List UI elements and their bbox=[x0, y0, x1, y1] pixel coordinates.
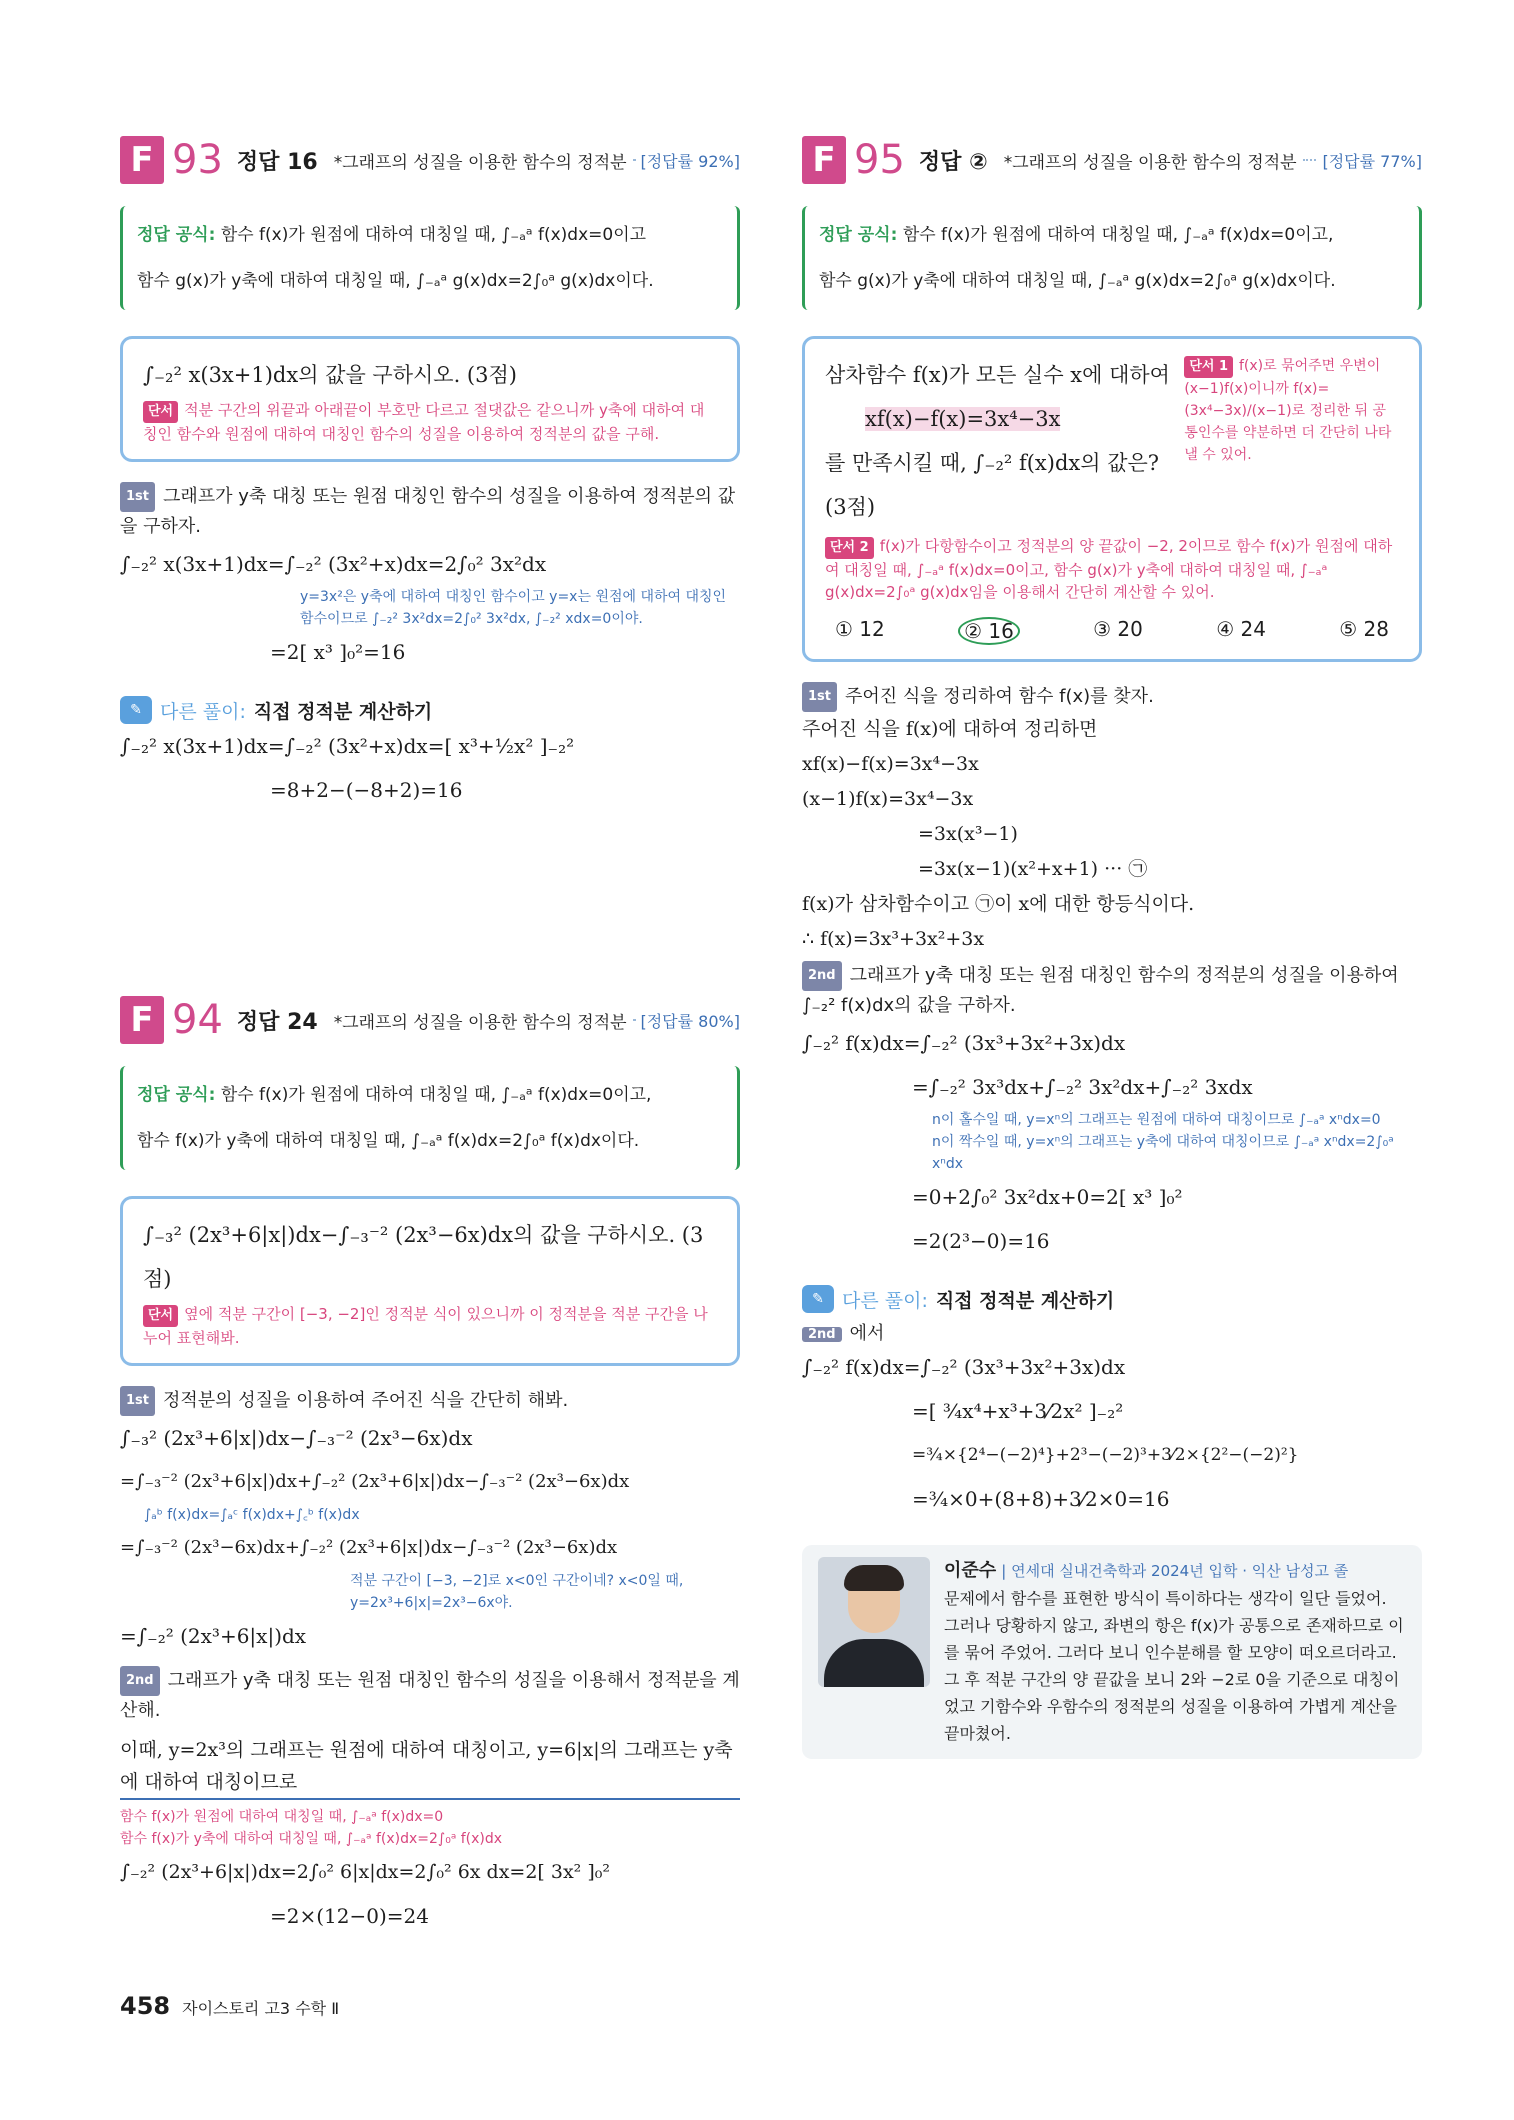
page-footer bbox=[120, 1992, 339, 2020]
solution-line: 주어진 식을 f(x)에 대하여 정리하면 bbox=[802, 718, 1098, 740]
problem-equation: xf(x)−f(x)=3x⁴−3x bbox=[865, 407, 1061, 431]
solution-line: (x−1)f(x)=3x⁴−3x bbox=[802, 788, 974, 810]
explanation-text: 이때, y=2x³의 그래프는 원점에 대하여 대칭이고, y=6|x|의 그래프는 y축에 대하여 대칭이므로 bbox=[120, 1734, 740, 1800]
equation: =¾×{2⁴−(−2)⁴}+2³−(−2)³+3⁄2×{2²−(−2)²} bbox=[912, 1445, 1299, 1465]
answer-label: 정답 24 bbox=[236, 1009, 318, 1035]
avatar bbox=[818, 1557, 930, 1687]
step-1 bbox=[802, 682, 1422, 712]
formula-line-1: 함수 f(x)가 원점에 대하여 대칭일 때, ∫₋ₐᵃ f(x)dx=0이고, bbox=[220, 1085, 652, 1105]
alt-title: 직접 정적분 계산하기 bbox=[935, 1289, 1115, 1312]
problem-95-header bbox=[802, 132, 1422, 188]
equation: ∫₋₂² f(x)dx=∫₋₂² (3x³+3x²+3x)dx bbox=[802, 1355, 1126, 1379]
equation: ∫₋₂² (2x³+6|x|)dx=2∫₀² 6|x|dx=2∫₀² 6x dx=2[ 3x² ]₀² bbox=[120, 1861, 610, 1883]
step-text: 정적분의 성질을 이용하여 주어진 식을 간단히 해봐. bbox=[163, 1390, 569, 1411]
formula-keyword: 정답 공식: bbox=[137, 1085, 216, 1105]
problem-number: 95 bbox=[854, 137, 905, 183]
side-note: 적분 구간이 [−3, −2]로 x<0인 구간이네? x<0일 때, y=2x³+6|x|=2x³−6x야. bbox=[350, 1573, 684, 1611]
answer-choices bbox=[825, 617, 1399, 645]
page-number: 458 bbox=[120, 1992, 171, 2020]
equation: =∫₋₂² 3x³dx+∫₋₂² 3x²dx+∫₋₂² 3xdx bbox=[912, 1075, 1253, 1099]
formula-line-2: 함수 g(x)가 y축에 대하여 대칭일 때, ∫₋ₐᵃ g(x)dx=2∫₀ᵃ g(x)dx이다. bbox=[819, 271, 1336, 291]
alt-solution-header bbox=[120, 696, 740, 724]
step-text: 그래프가 y축 대칭 또는 원점 대칭인 함수의 정적분의 성질을 이용하여 ∫₋₂² f(x)dx의 값을 구하자. bbox=[802, 965, 1399, 1016]
topic-label: *그래프의 성질을 이용한 함수의 정적분 bbox=[333, 1012, 627, 1033]
problem-box bbox=[120, 336, 740, 462]
equation: =[ ¾x⁴+x³+3⁄2x² ]₋₂² bbox=[912, 1399, 1124, 1423]
step-tag: 1st bbox=[802, 682, 837, 712]
formula-box bbox=[120, 206, 740, 310]
alt-label: 다른 풀이: bbox=[842, 1289, 928, 1312]
alt-from-text: 에서 bbox=[849, 1323, 885, 1344]
equation: ∫₋₃² (2x³+6|x|)dx−∫₋₃⁻² (2x³−6x)dx bbox=[120, 1426, 473, 1450]
solution-line: =3x(x³−1) bbox=[918, 823, 1018, 845]
accuracy-rate: [정답률 92%] bbox=[640, 151, 740, 171]
equation: =2×(12−0)=24 bbox=[270, 1904, 429, 1928]
choice-4[interactable]: ④ 24 bbox=[1216, 617, 1266, 641]
step-2 bbox=[802, 961, 1422, 1021]
hint-text: f(x)로 묶어주면 우변이 (x−1)f(x)이니까 f(x)=(3x⁴−3x)/(x−1)로 정리한 뒤 공통인수를 약분하면 더 간단히 나타낼 수 있어. bbox=[1184, 358, 1392, 463]
side-note: 함수 f(x)가 원점에 대하여 대칭일 때, ∫₋ₐᵃ f(x)dx=0 bbox=[120, 1809, 444, 1825]
side-note: n이 짝수일 때, y=xⁿ의 그래프는 y축에 대하여 대칭이므로 ∫₋ₐᵃ xⁿdx=2∫₀ᵃ xⁿdx bbox=[932, 1134, 1394, 1172]
problem-box bbox=[802, 336, 1422, 662]
side-note: n이 홀수일 때, y=xⁿ의 그래프는 원점에 대하여 대칭이므로 ∫₋ₐᵃ xⁿdx=0 bbox=[932, 1112, 1381, 1128]
step-1 bbox=[120, 482, 740, 542]
problem-text: 를 만족시킬 때, ∫₋₂² f(x)dx의 값은? (3점) bbox=[825, 451, 1160, 519]
hint-tag: 단서 bbox=[143, 1305, 178, 1327]
equation: =∫₋₃⁻² (2x³+6|x|)dx+∫₋₂² (2x³+6|x|)dx−∫₋₃⁻² (2x³−6x)dx bbox=[120, 1471, 630, 1492]
equation: ∫₋₂² f(x)dx=∫₋₂² (3x³+3x²+3x)dx bbox=[802, 1031, 1126, 1055]
formula-line-2: 함수 g(x)가 y축에 대하여 대칭일 때, ∫₋ₐᵃ g(x)dx=2∫₀ᵃ g(x)dx이다. bbox=[137, 271, 654, 291]
f-badge: F bbox=[802, 136, 846, 184]
topic-label: *그래프의 성질을 이용한 함수의 정적분 bbox=[1003, 152, 1297, 173]
equation: ∫₋₂² x(3x+1)dx=∫₋₂² (3x²+x)dx=2∫₀² 3x²dx bbox=[120, 552, 547, 576]
problem-box bbox=[120, 1196, 740, 1366]
equation: =∫₋₃⁻² (2x³−6x)dx+∫₋₂² (2x³+6|x|)dx−∫₋₃⁻² (2x³−6x)dx bbox=[120, 1537, 618, 1558]
problem-text: 삼차함수 f(x)가 모든 실수 x에 대하여 bbox=[825, 363, 1170, 387]
problem-text: ∫₋₃² (2x³+6|x|)dx−∫₋₃⁻² (2x³−6x)dx의 값을 구하시오. (3점) bbox=[143, 1223, 704, 1291]
side-note: ∫ₐᵇ f(x)dx=∫ₐᶜ f(x)dx+∫꜀ᵇ f(x)dx bbox=[144, 1507, 360, 1523]
divider-dots bbox=[633, 159, 635, 161]
equation: ∫₋₂² x(3x+1)dx=∫₋₂² (3x²+x)dx=[ x³+½x² ]₋₂² bbox=[120, 734, 575, 758]
step-tag: 2nd bbox=[802, 1327, 842, 1342]
choice-1[interactable]: ① 12 bbox=[835, 617, 885, 641]
right-column bbox=[802, 132, 1422, 1759]
equation: =8+2−(−8+2)=16 bbox=[270, 778, 463, 802]
solution-line: f(x)가 삼차함수이고 ㉠이 x에 대한 항등식이다. bbox=[802, 893, 1195, 915]
choice-3[interactable]: ③ 20 bbox=[1093, 617, 1143, 641]
step-tag: 1st bbox=[120, 482, 155, 512]
choice-5[interactable]: ⑤ 28 bbox=[1339, 617, 1389, 641]
step-text: 그래프가 y축 대칭 또는 원점 대칭인 함수의 성질을 이용하여 정적분의 값을 구하자. bbox=[120, 486, 736, 537]
problem-93-header bbox=[120, 132, 740, 188]
answer-label: 정답 ② bbox=[918, 149, 988, 175]
step-2 bbox=[120, 1666, 740, 1726]
book-title: 자이스토리 고3 수학 Ⅱ bbox=[182, 1999, 340, 2018]
choice-2-selected[interactable]: ② 16 bbox=[958, 617, 1020, 645]
problem-text: ∫₋₂² x(3x+1)dx의 값을 구하시오. (3점) bbox=[143, 363, 517, 387]
formula-line-2: 함수 f(x)가 y축에 대하여 대칭일 때, ∫₋ₐᵃ f(x)dx=2∫₀ᵃ f(x)dx이다. bbox=[137, 1131, 640, 1151]
side-note: y=3x²은 y축에 대하여 대칭인 함수이고 y=x는 원점에 대하여 대칭인 함수이므로 ∫₋₂² 3x²dx=2∫₀² 3x²dx, ∫₋₂² xdx=0이야. bbox=[300, 589, 727, 627]
formula-keyword: 정답 공식: bbox=[137, 225, 216, 245]
step-text: 주어진 식을 정리하여 함수 f(x)를 찾자. bbox=[845, 686, 1154, 707]
formula-box bbox=[120, 1066, 740, 1170]
alt-solution-header bbox=[802, 1285, 1422, 1313]
f-badge: F bbox=[120, 996, 164, 1044]
hint-tag: 단서 1 bbox=[1184, 356, 1233, 378]
student-review bbox=[802, 1545, 1422, 1759]
step-tag: 1st bbox=[120, 1386, 155, 1416]
problem-94 bbox=[120, 992, 740, 1938]
formula-line-1: 함수 f(x)가 원점에 대하여 대칭일 때, ∫₋ₐᵃ f(x)dx=0이고 bbox=[220, 225, 647, 245]
alt-label: 다른 풀이: bbox=[160, 700, 246, 723]
solution-line: xf(x)−f(x)=3x⁴−3x bbox=[802, 753, 979, 775]
divider-dots bbox=[1303, 159, 1317, 161]
left-column bbox=[120, 132, 740, 1928]
side-note: 함수 f(x)가 y축에 대하여 대칭일 때, ∫₋ₐᵃ f(x)dx=2∫₀ᵃ f(x)dx bbox=[120, 1831, 503, 1847]
f-badge: F bbox=[120, 136, 164, 184]
formula-box bbox=[802, 206, 1422, 310]
step-1 bbox=[120, 1386, 740, 1416]
alt-title: 직접 정적분 계산하기 bbox=[253, 700, 433, 723]
alt-solution-icon: ✎ bbox=[802, 1285, 834, 1313]
problem-number: 93 bbox=[172, 137, 223, 183]
problem-number: 94 bbox=[172, 997, 223, 1043]
hint-tag: 단서 2 bbox=[825, 537, 874, 559]
equation: =¾×0+(8+8)+3⁄2×0=16 bbox=[912, 1487, 1170, 1511]
step-tag: 2nd bbox=[120, 1666, 160, 1696]
hint-tag: 단서 bbox=[143, 401, 178, 423]
reviewer-school: | 연세대 실내건축학과 2024년 입학 · 익산 남성고 졸 bbox=[1001, 1562, 1349, 1580]
topic-label: *그래프의 성질을 이용한 함수의 정적분 bbox=[333, 152, 627, 173]
solution-line: =3x(x−1)(x²+x+1) ··· ㉠ bbox=[918, 858, 1148, 880]
problem-93 bbox=[120, 132, 740, 812]
hint-text: 옆에 적분 구간이 [−3, −2]인 정적분 식이 있으니까 이 정적분을 적분 구간을 나누어 표현해봐. bbox=[143, 1305, 708, 1347]
equation: =∫₋₂² (2x³+6|x|)dx bbox=[120, 1624, 307, 1648]
problem-94-header bbox=[120, 992, 740, 1048]
alt-solution-icon: ✎ bbox=[120, 696, 152, 724]
step-text: 그래프가 y축 대칭 또는 원점 대칭인 함수의 성질을 이용해서 정적분을 계산해. bbox=[120, 1670, 740, 1721]
formula-keyword: 정답 공식: bbox=[819, 225, 898, 245]
accuracy-rate: [정답률 77%] bbox=[1322, 151, 1422, 171]
hint-text: f(x)가 다항함수이고 정적분의 양 끝값이 −2, 2이므로 함수 f(x)가 원점에 대하여 대칭일 때, ∫₋ₐᵃ f(x)dx=0이고, 함수 g(x)가 y축에 대하여 대칭일 때, ∫₋ₐᵃ g(x)dx=2∫₀ᵃ g(x)dx임을 이용해서 간단히 계산할 수 있어. bbox=[825, 537, 1393, 601]
equation: =2[ x³ ]₀²=16 bbox=[270, 640, 406, 664]
formula-line-1: 함수 f(x)가 원점에 대하여 대칭일 때, ∫₋ₐᵃ f(x)dx=0이고, bbox=[902, 225, 1334, 245]
equation: =0+2∫₀² 3x²dx+0=2[ x³ ]₀² bbox=[912, 1185, 1183, 1209]
step-tag: 2nd bbox=[802, 961, 842, 991]
accuracy-rate: [정답률 80%] bbox=[640, 1011, 740, 1031]
hint-text: 적분 구간의 위끝과 아래끝이 부호만 다르고 절댓값은 같으니까 y축에 대하여 대칭인 함수와 원점에 대하여 대칭인 함수의 성질을 이용하여 정적분의 값을 구해. bbox=[143, 401, 705, 443]
review-text: 문제에서 함수를 표현한 방식이 특이하다는 생각이 일단 들었어. 그러나 당황하지 않고, 좌변의 항은 f(x)가 공통으로 존재하므로 이를 묶어 주었어. 그러다 보니 인수분해를 할 모양이 떠오르더라고. 그 후 적분 구간의 양 끝값을 보니 2와 −2로 0을 기준으로 대칭이었고 기함수와 우함수의 정적분의 성질을 이용하여 가볍게 계산을 끝마쳤어. bbox=[944, 1589, 1404, 1743]
equation: =2(2³−0)=16 bbox=[912, 1229, 1050, 1253]
answer-label: 정답 16 bbox=[236, 149, 318, 175]
divider-dots bbox=[633, 1019, 635, 1021]
reviewer-name: 이준수 bbox=[944, 1560, 997, 1581]
solution-line: ∴ f(x)=3x³+3x²+3x bbox=[802, 928, 985, 950]
